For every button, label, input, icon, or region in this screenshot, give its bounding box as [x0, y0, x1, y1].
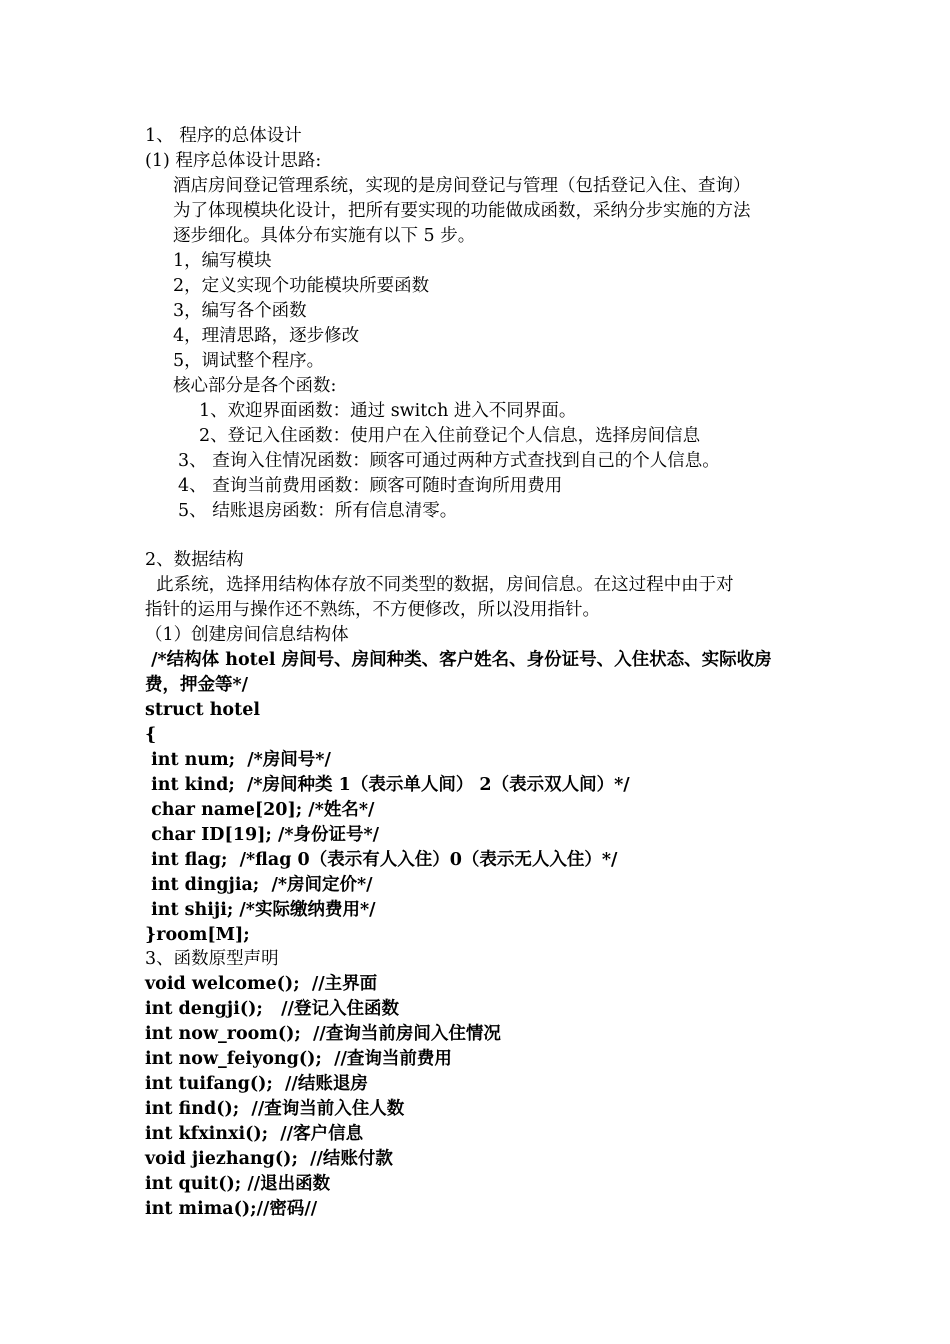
section1-paragraph-line: 为了体现模块化设计，把所有要实现的功能做成函数，采纳分步实施的方法	[173, 201, 751, 221]
code-line: struct hotel	[145, 700, 260, 720]
code-line: int dingjia; /*房间定价*/	[145, 875, 373, 895]
code-line: void welcome(); //主界面	[145, 974, 378, 994]
step-item: 4，理清思路，逐步修改	[173, 326, 360, 346]
code-line: char ID[19]; /*身份证号*/	[145, 825, 380, 845]
function-item: 1、欢迎界面函数：通过 switch 进入不同界面。	[199, 401, 577, 421]
section1-paragraph-line: 酒店房间登记管理系统，实现的是房间登记与管理（包括登记入住、查询）	[173, 176, 751, 196]
step-item: 5，调试整个程序。	[173, 351, 325, 371]
code-line: int find(); //查询当前入住人数	[145, 1099, 405, 1119]
code-line: int num; /*房间号*/	[145, 750, 331, 770]
code-line: char name[20]; /*姓名*/	[145, 800, 375, 820]
code-line: int dengji(); //登记入住函数	[145, 999, 399, 1019]
step-item: 3，编写各个函数	[173, 301, 307, 321]
code-line: int shiji; /*实际缴纳费用*/	[145, 900, 376, 920]
code-line: }room[M];	[145, 925, 250, 945]
code-line: int kfxinxi(); //客户信息	[145, 1124, 364, 1144]
code-line: int tuifang(); //结账退房	[145, 1074, 368, 1094]
section2-heading: 2、数据结构	[145, 550, 244, 570]
code-line: int flag; /*flag 0（表示有人入住）0（表示无人入住）*/	[145, 850, 618, 870]
step-item: 2，定义实现个功能模块所要函数	[173, 276, 430, 296]
section1-paragraph-line: 逐步细化。具体分布实施有以下 5 步。	[173, 226, 476, 246]
code-line: {	[145, 725, 157, 745]
step-item: 1，编写模块	[173, 251, 272, 271]
core-intro: 核心部分是各个函数:	[173, 376, 337, 396]
function-item: 3、 查询入住情况函数：顾客可通过两种方式查找到自己的个人信息。	[178, 451, 720, 471]
function-item: 5、 结账退房函数：所有信息清零。	[178, 501, 458, 521]
section1-heading: 1、 程序的总体设计	[145, 126, 302, 146]
section2-subheading: （1）创建房间信息结构体	[145, 625, 349, 645]
code-line: int mima();//密码//	[145, 1199, 318, 1219]
struct-comment-line: 费，押金等*/	[145, 675, 249, 695]
code-line: int kind; /*房间种类 1（表示单人间） 2（表示双人间）*/	[145, 775, 630, 795]
code-line: int quit(); //退出函数	[145, 1174, 331, 1194]
code-line: int now_feiyong(); //查询当前费用	[145, 1049, 452, 1069]
function-item: 2、登记入住函数：使用户在入住前登记个人信息，选择房间信息	[199, 426, 701, 446]
function-item: 4、 查询当前费用函数：顾客可随时查询所用费用	[178, 476, 563, 496]
code-line: void jiezhang(); //结账付款	[145, 1149, 393, 1169]
section2-paragraph-line: 此系统，选择用结构体存放不同类型的数据，房间信息。在这过程中由于对	[145, 575, 734, 595]
section2-paragraph-line: 指针的运用与操作还不熟练，不方便修改，所以没用指针。	[145, 600, 600, 620]
section3-heading: 3、函数原型声明	[145, 949, 279, 969]
section1-subheading: (1) 程序总体设计思路:	[145, 151, 322, 171]
struct-comment-line: /*结构体 hotel 房间号、房间种类、客户姓名、身份证号、入住状态、实际收房	[145, 650, 772, 670]
code-line: int now_room(); //查询当前房间入住情况	[145, 1024, 501, 1044]
